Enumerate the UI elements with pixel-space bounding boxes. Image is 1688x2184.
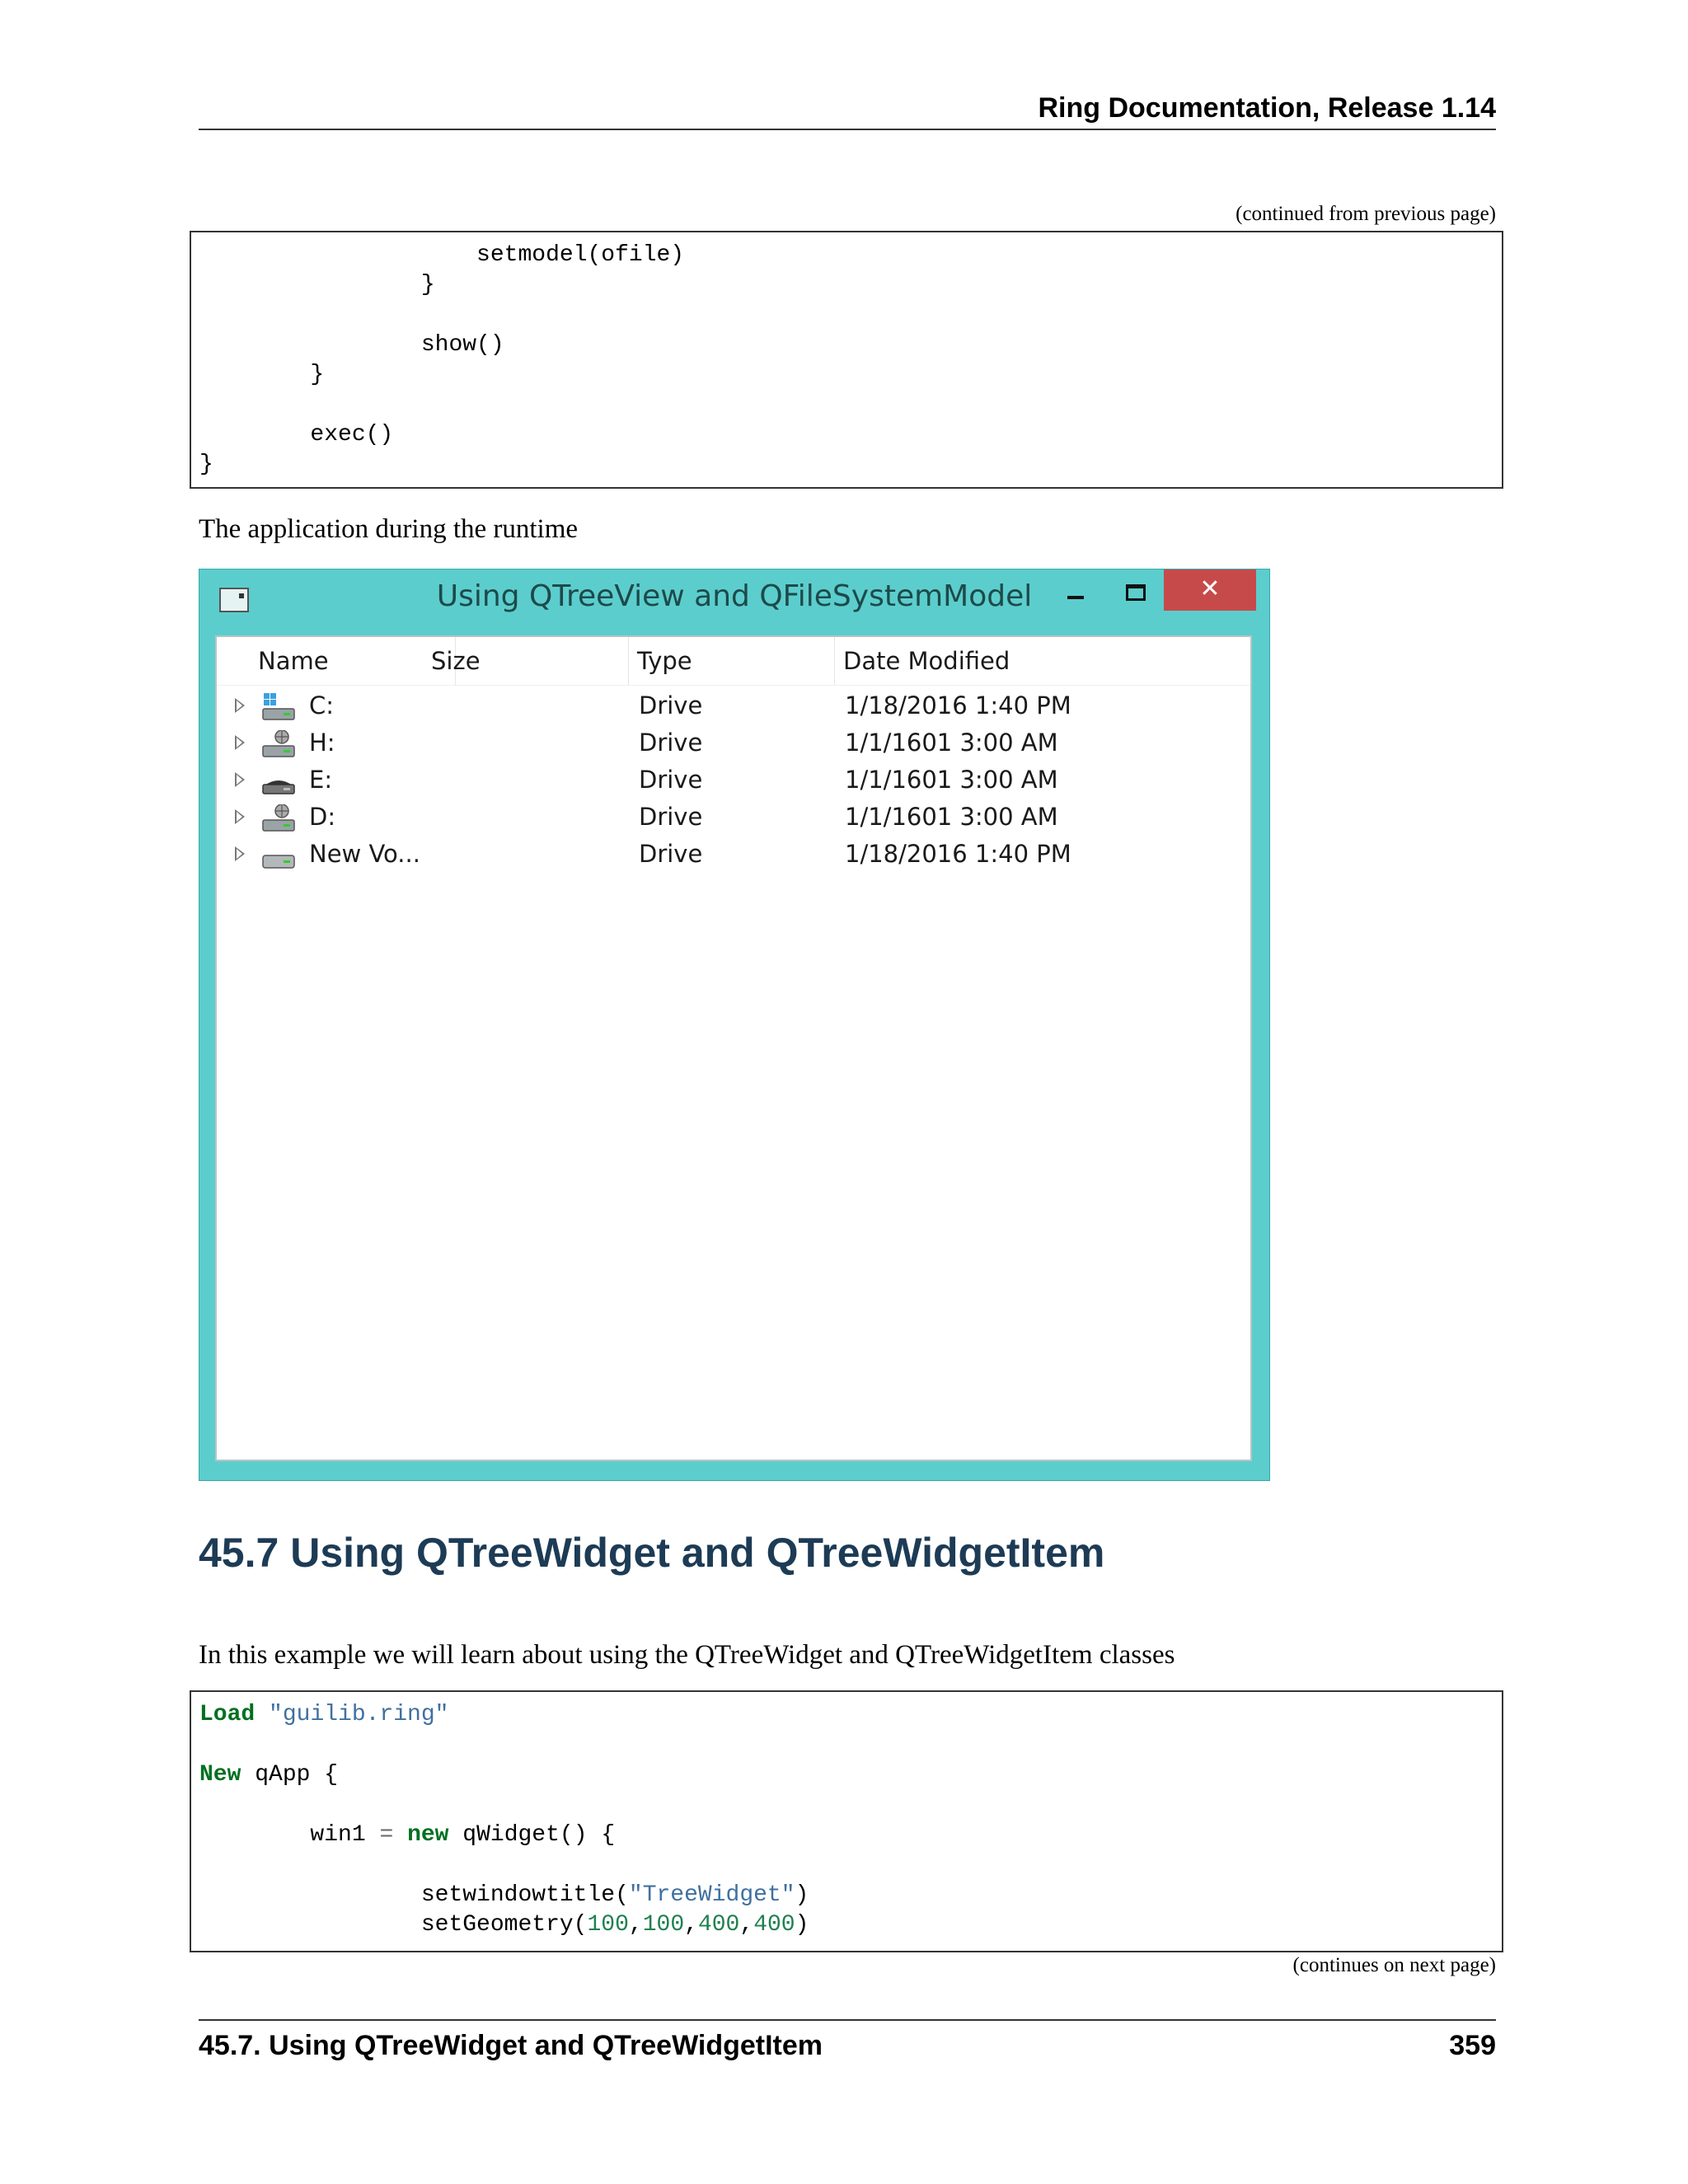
code-line: } bbox=[199, 272, 435, 298]
column-header-date-modified[interactable]: Date Modified bbox=[843, 647, 1010, 675]
string-literal: "guilib.ring" bbox=[269, 1702, 449, 1727]
keyword: Load bbox=[199, 1702, 256, 1727]
code-block bbox=[190, 1690, 1503, 1952]
tree-view[interactable] bbox=[215, 635, 1252, 1461]
footer-section-title: 45.7. Using QTreeWidget and QTreeWidgetItem bbox=[199, 2030, 823, 2061]
code-block bbox=[190, 231, 1503, 489]
tree-row[interactable] bbox=[217, 725, 1247, 762]
code-line bbox=[199, 1910, 809, 1940]
page-number: 359 bbox=[1449, 2030, 1496, 2061]
minimize-icon[interactable] bbox=[1067, 596, 1084, 599]
row-name: H: bbox=[309, 729, 335, 757]
row-name: New Vo... bbox=[309, 840, 420, 868]
keyword: new bbox=[407, 1822, 449, 1848]
expand-arrow-icon[interactable] bbox=[235, 846, 245, 861]
row-type: Drive bbox=[639, 766, 703, 794]
expand-arrow-icon[interactable] bbox=[235, 735, 245, 750]
code-text: , bbox=[684, 1912, 698, 1938]
row-name: D: bbox=[309, 803, 336, 831]
window-title: Using QTreeView and QFileSystemModel bbox=[436, 579, 1033, 613]
column-header-size[interactable]: Size bbox=[423, 637, 629, 685]
code-line: } bbox=[199, 452, 213, 477]
code-line bbox=[199, 1881, 809, 1910]
code-text: ) bbox=[795, 1912, 809, 1938]
keyword: New bbox=[199, 1762, 241, 1788]
maximize-icon[interactable] bbox=[1126, 584, 1146, 601]
row-type: Drive bbox=[639, 840, 703, 868]
row-date: 1/1/1601 3:00 AM bbox=[845, 729, 1058, 757]
number-literal: 400 bbox=[753, 1912, 795, 1938]
row-type: Drive bbox=[639, 691, 703, 719]
row-date: 1/1/1601 3:00 AM bbox=[845, 766, 1058, 794]
code-line: exec() bbox=[199, 422, 394, 448]
row-type: Drive bbox=[639, 803, 703, 831]
operator: = bbox=[379, 1822, 394, 1848]
header-divider bbox=[217, 685, 1250, 686]
row-date: 1/18/2016 1:40 PM bbox=[845, 691, 1071, 719]
row-type: Drive bbox=[639, 729, 703, 757]
code-line bbox=[199, 1821, 615, 1850]
tree-row[interactable] bbox=[217, 762, 1247, 799]
row-date: 1/1/1601 3:00 AM bbox=[845, 803, 1058, 831]
expand-arrow-icon[interactable] bbox=[235, 809, 245, 824]
close-button[interactable]: ✕ bbox=[1164, 569, 1256, 611]
code-line: show() bbox=[199, 332, 504, 358]
code-line: setmodel(ofile) bbox=[199, 242, 685, 268]
network-drive-icon bbox=[262, 730, 295, 758]
section-heading: 45.7 Using QTreeWidget and QTreeWidgetItem bbox=[199, 1530, 1105, 1576]
string-literal: "TreeWidget" bbox=[628, 1882, 795, 1908]
row-name: C: bbox=[309, 691, 335, 719]
code-text: qApp { bbox=[241, 1762, 339, 1788]
footer-rule bbox=[199, 2019, 1496, 2021]
code-text: setwindowtitle( bbox=[199, 1882, 629, 1908]
code-line: } bbox=[199, 362, 325, 387]
windows-drive-icon bbox=[262, 693, 295, 721]
hard-drive-icon bbox=[262, 841, 295, 869]
header-rule bbox=[199, 129, 1496, 130]
code-text: ) bbox=[795, 1882, 809, 1908]
continued-label: (continued from previous page) bbox=[1236, 203, 1496, 225]
column-header-name[interactable]: Name bbox=[250, 637, 456, 685]
code-line bbox=[199, 1700, 448, 1730]
expand-arrow-icon[interactable] bbox=[235, 698, 245, 713]
number-literal: 100 bbox=[642, 1912, 685, 1938]
column-header-type[interactable]: Type bbox=[629, 637, 835, 685]
number-literal: 400 bbox=[697, 1912, 740, 1938]
continues-label: (continues on next page) bbox=[1292, 1954, 1496, 1976]
app-window-screenshot bbox=[199, 569, 1270, 1481]
tree-row[interactable] bbox=[217, 799, 1247, 837]
code-line bbox=[199, 1760, 338, 1790]
running-header: Ring Documentation, Release 1.14 bbox=[1038, 92, 1496, 124]
code-text: qWidget() { bbox=[448, 1822, 616, 1848]
tree-row[interactable] bbox=[217, 688, 1247, 725]
section-intro: In this example we will learn about using the QTreeWidget and QTreeWidgetItem classes bbox=[199, 1640, 1175, 1670]
code-text: setGeometry( bbox=[199, 1912, 588, 1938]
tree-row[interactable] bbox=[217, 837, 1247, 874]
row-name: E: bbox=[309, 766, 333, 794]
code-text: , bbox=[739, 1912, 754, 1938]
row-date: 1/18/2016 1:40 PM bbox=[845, 840, 1071, 868]
optical-drive-icon bbox=[262, 767, 295, 795]
network-drive-icon bbox=[262, 804, 295, 832]
code-text: win1 bbox=[199, 1822, 380, 1848]
number-literal: 100 bbox=[587, 1912, 629, 1938]
caption-text: The application during the runtime bbox=[199, 514, 579, 544]
code-text: , bbox=[628, 1912, 643, 1938]
expand-arrow-icon[interactable] bbox=[235, 772, 245, 787]
